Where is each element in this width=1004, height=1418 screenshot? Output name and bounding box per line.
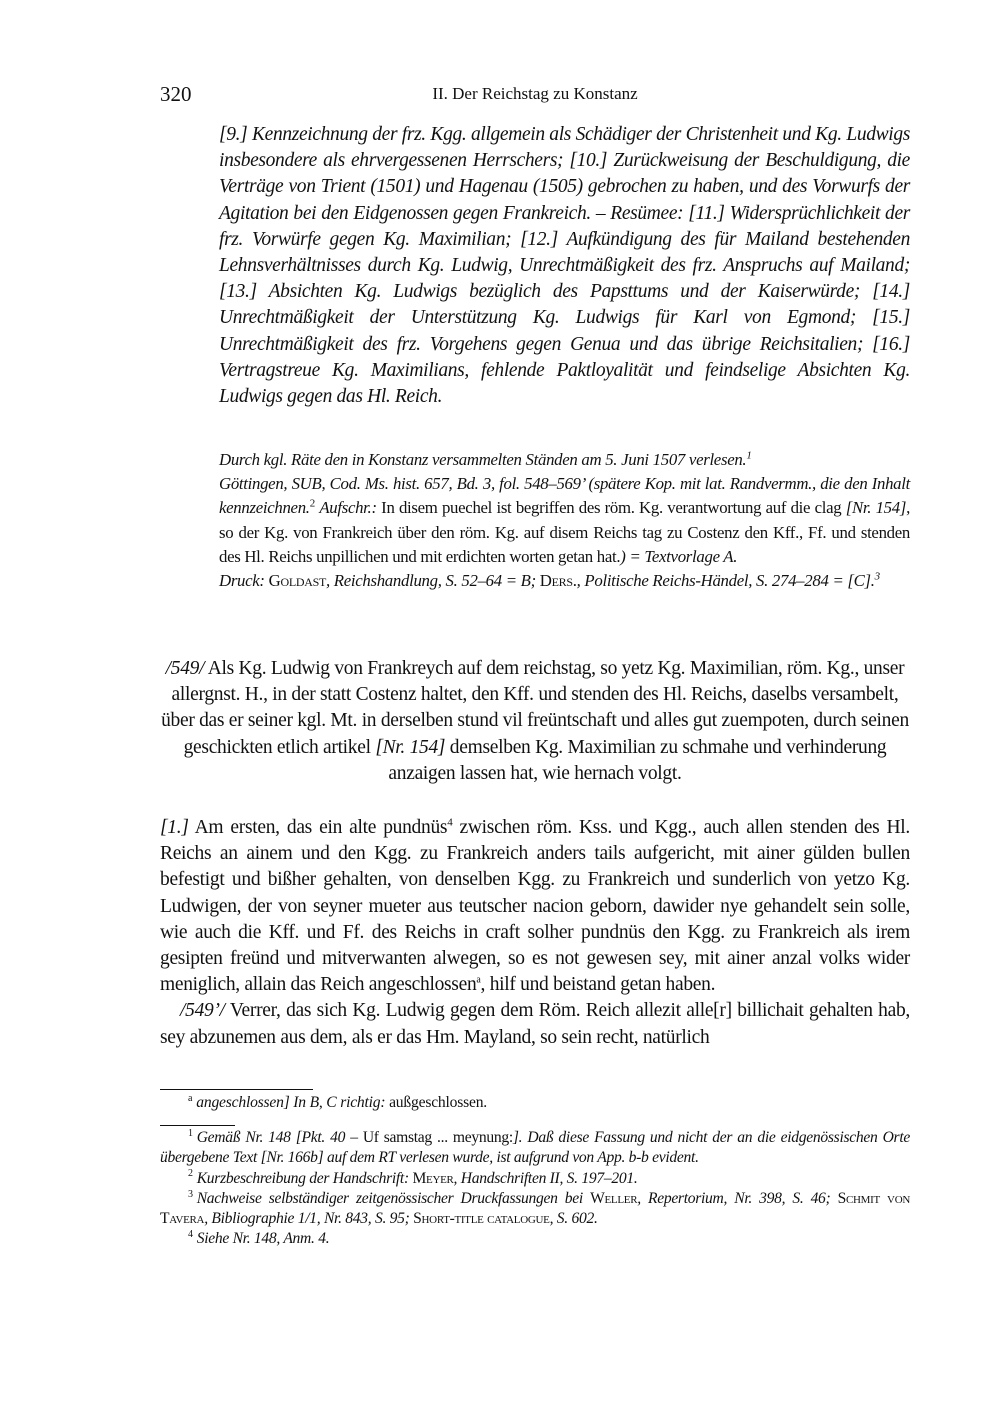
intro-paragraph <box>160 656 910 787</box>
footnote-text: , Repertorium, Nr. 398, S. 46; <box>637 1189 838 1207</box>
footnote-ref-2[interactable]: 2 <box>309 497 315 510</box>
manuscript-citation: Göttingen, SUB, Cod. Ms. hist. 657, Bd. 3, fol. 548–569’ (spätere Kop. mit lat. Randvermm., die den Inhalt kennzeichnen. <box>219 474 910 518</box>
apparatus-text: außgeschlossen. <box>385 1094 487 1111</box>
main-text <box>160 815 910 1051</box>
footnote-text: , S. 602. <box>549 1210 598 1228</box>
aufschr-reference: [Nr. 154] <box>845 498 907 518</box>
apparatus-mark: a <box>188 1092 193 1104</box>
intro-text: Als Kg. Ludwig von Frankreych auf dem reichstag, so yetz Kg. Maximilian, röm. Kg., unser allergnst. H., in der statt Costenz haltet, den Kff. und stenden des Hl. Reichs, daselbs versambelt, über das er seiner kgl. Mt. in derselben stund vil freüntschaft und alles gut zuempoten, durch seinen geschickten etlich artikel <box>161 658 909 758</box>
footnote-author: Schmit von Tavera <box>160 1189 910 1228</box>
footnote-text: Nachweise selbständiger zeitgenössischer Druckfassungen bei <box>196 1189 591 1207</box>
folio-marker: /549/ <box>165 658 205 679</box>
footnote-author: Weller <box>590 1189 638 1207</box>
aufschr-label: Aufschr.: <box>319 498 377 518</box>
article-number: [1.] <box>160 817 189 838</box>
druck-title-2: , Politische Reichs-Händel, S. 274–284 = [C]. <box>576 571 875 591</box>
apparatus-ref-a[interactable]: a <box>476 974 481 986</box>
footnote-mark: 4 <box>188 1229 193 1241</box>
reading-note: Durch kgl. Räte den in Konstanz versammelten Ständen am 5. Juni 1507 verlesen. <box>219 450 747 469</box>
druck-author-ders: Ders. <box>539 571 577 591</box>
footnote-quote: Uf samstag ... meynung: <box>362 1129 513 1146</box>
textvorlage: ) = Textvorlage A. <box>620 546 738 566</box>
intro-text-2: demselben Kg. Maximilian zu schmahe und verhinderung anzaigen lassen hat, wie hernach volgt. <box>388 736 887 784</box>
footnote-mark: 3 <box>188 1188 193 1200</box>
footnote-ref-3[interactable]: 3 <box>874 570 880 583</box>
druck-label: Druck: <box>219 571 265 591</box>
running-head: II. Der Reichstag zu Konstanz <box>432 84 638 103</box>
footnote-text: , Handschriften II, S. 197–201. <box>453 1169 638 1187</box>
article-text: zwischen röm. Kss. und Kgg., auch allen stenden des Hl. Reichs an ainem und den Kgg. zu Frankreich anders tails aufgericht, mit ainer gülden bullen befestigt und bißher gehalten, von denselben Kgg. zu Frankreich und sunderlich von yetzo Kg. Ludwigen, der von seyner mueter aus teutscher nacion geborn, dawider nye gehandelt sein solle, wie auch die Kff. und Ff. des Reichs in craft solher pundnüs den Kgg. zu Frankreich als irem gesipten freünd und mitverwanten alwegen, so es not gewesen sey, mit ainer anzal volks wider meniglich, allain das Reich angeschlossen <box>160 817 911 996</box>
footnote-text: ]. Daß diese Fassung und nicht der an die eidgenössischen Orte übergebene Text [Nr. 166b] auf dem RT verlesen wurde, ist aufgrund von App. b-b evident. <box>160 1129 910 1167</box>
aufschr-text: In disem puechel ist begriffen des röm. Kg. verantwortung auf die clag <box>381 498 842 518</box>
document-summary: [9.] Kennzeichnung der frz. Kgg. allgemein als Schädiger der Christenheit und Kg. Ludwigs insbesondere als ehrvergessenen Herrschers; [10.] Zurückweisung der Beschuldigung, die Verträge von Trient (1501) und Hagenau (1505) gebrochen zu haben, und des Vorwurfs der Agitation bei den Eidgenossen gegen Frankreich. – Resümee: [11.] Widersprüchlichkeit der frz. Vorwürfe gegen Kg. Maximilian; [12.] Aufkündigung des für Mailand bestehenden Lehnsverhältnisses durch Kg. Ludwig, Unrechtmäßigkeit des frz. Anspruchs auf Mailand; [13.] Absichten Kg. Ludwigs bezüglich des Papsttums und der Kaiserwürde; [14.] Unrechtmäßigkeit der Unterstützung Kg. Ludwigs für Karl von Egmond; [15.] Unrechtmäßigkeit des frz. Vorgehens gegen Genua und das übrige Reichsitalien; [16.] Vertragstreue Kg. Maximilians, fehlende Paktloyalität und feindselige Absichten Kg. Ludwigs gegen das Hl. Reich. <box>219 124 910 408</box>
footnote-author: Short-title catalogue <box>413 1210 550 1228</box>
article-text: Am ersten, das ein alte pundnüs <box>188 817 448 838</box>
paragraph-549v <box>160 998 910 1050</box>
footnote-text: Gemäß Nr. 148 [Pkt. 40 – <box>196 1129 363 1146</box>
footnote-text: Siehe Nr. 148, Anm. 4. <box>196 1230 330 1248</box>
footnote-1 <box>160 1128 910 1169</box>
apparatus-divider <box>160 1089 313 1090</box>
footnote-2 <box>160 1169 910 1189</box>
footnote-4 <box>160 1229 910 1249</box>
apparatus-note-a <box>160 1093 910 1113</box>
article-text: , hilf und beistand getan haben. <box>480 974 716 996</box>
folio-marker: /549’/ <box>180 1000 225 1022</box>
aufschr-text-2: , so der Kg. von Frankreich über den röm. Kg. auf disem Reichs tag zu Costenz den Kff., Ff. und stenden des Hl. Reichs unpillichen und mit erdichten worten getan hat. <box>219 498 910 566</box>
footnote-mark: 1 <box>188 1127 193 1139</box>
page-number: 320 <box>160 82 192 106</box>
intro-reference: [Nr. 154] <box>375 736 446 758</box>
footnote-3 <box>160 1189 910 1230</box>
druck-author-goldast: Goldast <box>268 571 326 591</box>
article-1 <box>160 815 910 998</box>
apparatus-lemma: angeschlossen] In B, C richtig: <box>196 1094 386 1111</box>
druck-title-1: , Reichshandlung, S. 52–64 = B; <box>326 571 540 591</box>
footnote-divider <box>160 1125 235 1126</box>
footnote-text: , Bibliographie 1/1, Nr. 843, S. 95; <box>204 1210 414 1228</box>
footnote-author: Meyer <box>412 1169 454 1187</box>
footnote-mark: 2 <box>188 1168 193 1180</box>
footnotes <box>160 1128 910 1250</box>
source-description <box>219 448 910 593</box>
footnote-ref-4[interactable]: 4 <box>447 816 453 829</box>
footnote-text: Kurzbeschreibung der Handschrift: <box>196 1169 413 1187</box>
footnote-ref-1[interactable]: 1 <box>746 449 752 462</box>
paragraph-text: Verrer, das sich Kg. Ludwig gegen dem Röm. Reich allezit alle[r] billichait gehalten hab, sey abzunemen aus dem, als er das Hm. Mayland, so sein recht, natürlich <box>160 1000 910 1048</box>
